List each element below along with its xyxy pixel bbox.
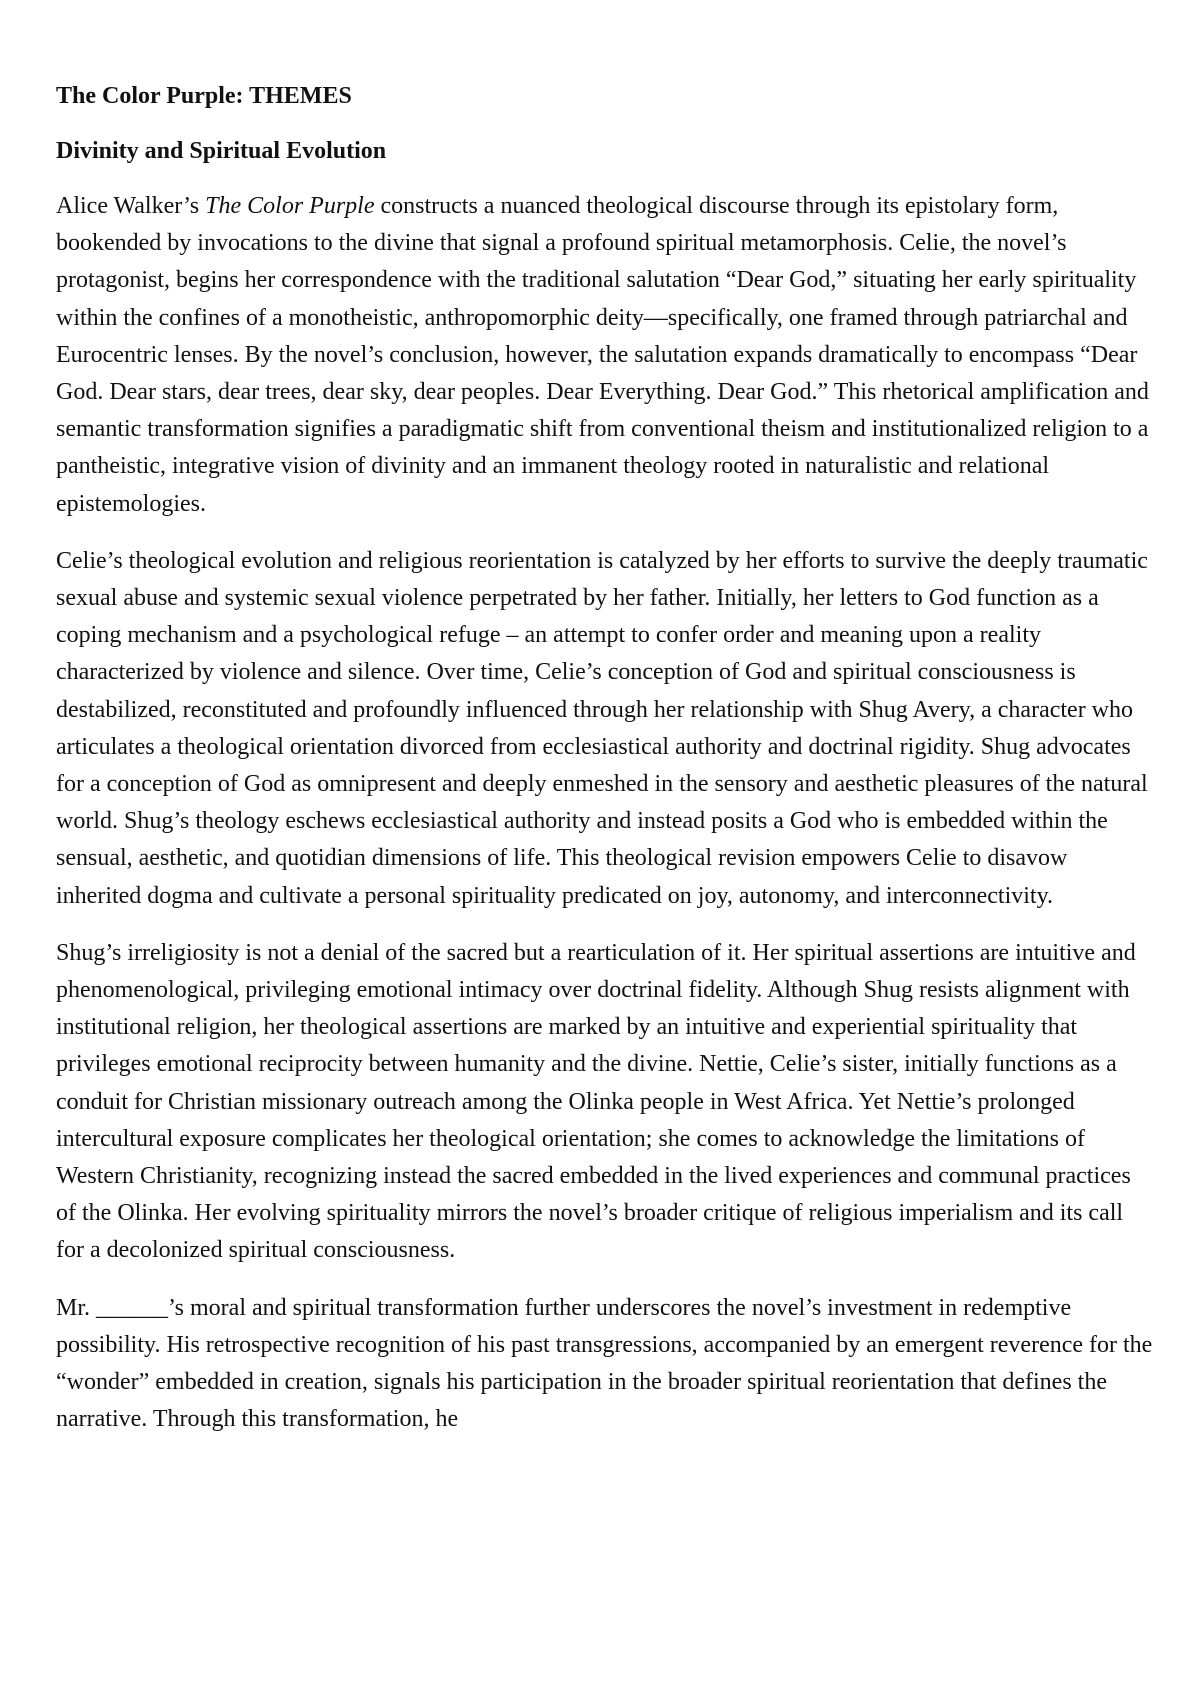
book-title-italic: The Color Purple bbox=[205, 193, 375, 219]
paragraph-1-lead: Alice Walker’s bbox=[56, 193, 206, 219]
paragraph-3: Shug’s irreligiosity is not a denial of the sacred but a rearticulation of it. Her spiritual assertions are intuitive and phenomenological, privileging emotional intimacy over doctrinal fidelity. Although Shug resists alignment with institutional religion, her theological assertions are marked by an intuitive and experiential spirituality that privileges emotional reciprocity between humanity and the divine. Nettie, Celie’s sister, initially functions as a conduit for Christian missionary outreach among the Olinka people in West Africa. Yet Nettie’s prolonged intercultural exposure complicates her theological orientation; she comes to acknowledge the limitations of Western Christianity, recognizing instead the sacred embedded in the lived experiences and communal practices of the Olinka. Her evolving spirituality mirrors the novel’s broader critique of religious imperialism and its call for a decolonized spiritual consciousness. bbox=[56, 939, 1136, 1264]
paragraph-1-body: constructs a nuanced theological discourse through its epistolary form, bookended by invocations to the divine that signal a profound spiritual metamorphosis. Celie, the novel’s protagonist, begins her correspondence with the traditional salutation “Dear God,” situating her early spirituality within the confines of a monotheistic, anthropomorphic deity—specifically, one framed through patriarchal and Eurocentric lenses. By the novel’s conclusion, however, the salutation expands dramatically to encompass “Dear God. Dear stars, dear trees, dear sky, dear peoples. Dear Everything. Dear God.” This rhetorical amplification and semantic transformation signifies a paradigmatic shift from conventional theism and institutionalized religion to a pantheistic, integrative vision of divinity and an immanent theology rooted in naturalistic and relational epistemologies. bbox=[56, 193, 1149, 517]
paragraph-1 bbox=[56, 188, 1156, 523]
paragraph-2: Celie’s theological evolution and religious reorientation is catalyzed by her efforts to survive the deeply traumatic sexual abuse and systemic sexual violence perpetrated by her father. Initially, her letters to God function as a coping mechanism and a psychological refuge – an attempt to confer order and meaning upon a reality characterized by violence and silence. Over time, Celie’s conception of God and spiritual consciousness is destabilized, reconstituted and profoundly influenced through her relationship with Shug Avery, a character who articulates a theological orientation divorced from ecclesiastical authority and doctrinal rigidity. Shug advocates for a conception of God as omnipresent and deeply enmeshed in the sensory and aesthetic pleasures of the natural world. Shug’s theology eschews ecclesiastical authority and instead posits a God who is embedded within the sensual, aesthetic, and quotidian dimensions of life. This theological revision empowers Celie to disavow inherited dogma and cultivate a personal spirituality predicated on joy, autonomy, and interconnectivity. bbox=[56, 547, 1148, 909]
paragraph-4: Mr. ______’s moral and spiritual transformation further underscores the novel’s investment in redemptive possibility. His retrospective recognition of his past transgressions, accompanied by an emergent reverence for the “wonder” embedded in creation, signals his participation in the broader spiritual reorientation that defines the narrative. Through this transformation, he bbox=[56, 1294, 1153, 1433]
document-title: The Color Purple: THEMES bbox=[56, 83, 352, 109]
section-heading: Divinity and Spiritual Evolution bbox=[56, 138, 387, 164]
document-page bbox=[56, 78, 1156, 1459]
